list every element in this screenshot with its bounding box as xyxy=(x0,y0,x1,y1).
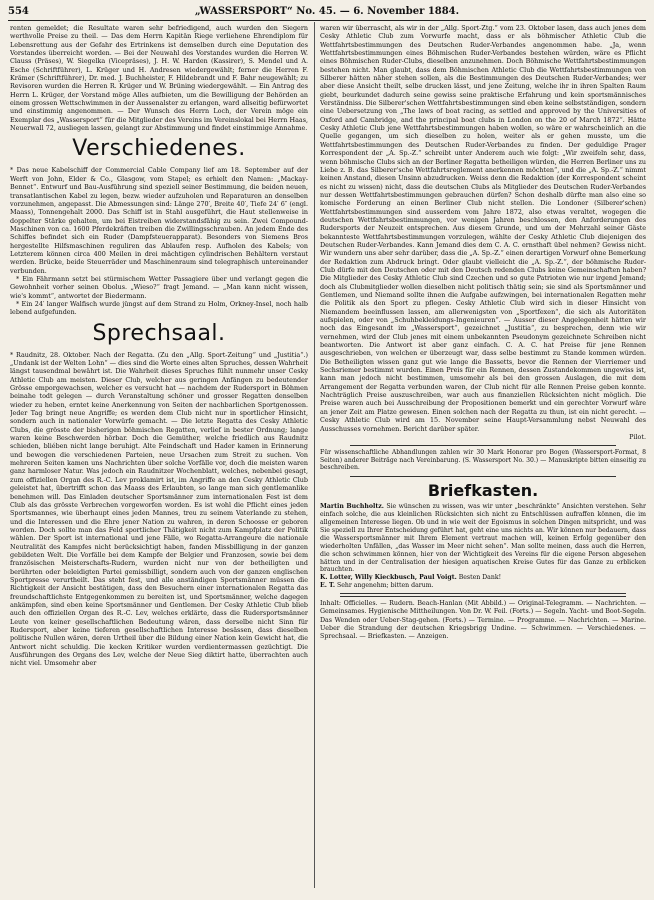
right-column xyxy=(320,24,646,890)
column-divider xyxy=(314,22,315,888)
verschiedenes-item: * Das neue Kabelschiff der Commercial Cable Company lief am 18. September auf der Werft von John, Elder & Co., Glasgow, vom Stapel; es erhielt den Namen: „Mackay-Bennet“. Entwurf und Bau-Ausführung sind speziell seiner Bestimmung, die beiden neuen, transatlantischen Kabel zu legen, bezw. wieder aufzuholen und Reparaturen an denselben vorzunehmen, angepasst. Die Abmessungen sind: Länge 270′, Breite 40′, Tiefe 24′ 6″ (engl. Maass), Tonnengehalt 2000. Das Schiff ist in Stahl ausgeführt, die Haut stellenweise in doppelter Stärke gehalten, um bei Eistreiben widerstandsfähig zu sein. Zwei Compound-Maschinen von ca. 1600 Pferdekräften treiben die Zwillingsschrauben. An jedem Ende des Schiffes befindet sich ein Ruder (Dampfsteuerapparat). Besonders von Siemens Bros hergestellte Hilfsmaschinen reguliren das Ablaufen resp. Aufholen des Kabels; von Letzterem können circa 400 Meilen in drei mächtigen cylindrischen Behältern verstaut werden. Brücke, beide Steuerräder und Maschinenraum sind telegraphisch untereinander verbunden. xyxy=(10,166,308,275)
table-of-contents: Inhalt: Officielles. — Rudern. Beach-Hanlan (Mit Abbild.) — Original-Telegramm. — Nachrichten. — Gemeinsames. Hygienische Mittheilungen. Von Dr. W. Feil. (Forts.) — Segeln. Yacht- und Boot-Segeln. Das Wenden oder Ueber-Stag-gehen. (Forts.) — Termine. — Programme. — Nachrichten. — Marine. Ueber die Strandung der deutschen Kriegsbrigg Undine. — Schwimmen. — Verschiedenes. — Sprechsaal. — Briefkasten. — Anzeigen. xyxy=(320,600,646,641)
briefkasten-entry xyxy=(320,582,646,590)
briefkasten-recipient: Martin Buchholtz. xyxy=(320,503,384,511)
verschiedenes-item: * Ein 24′ langer Walfisch wurde jüngst auf dem Strand zu Holm, Orkney-Insel, noch halb lebend aufgefunden. xyxy=(10,299,308,317)
sprechsaal-signature: Pilot. xyxy=(629,432,646,441)
page-header xyxy=(8,6,646,20)
sprechsaal-article-continued: waren wir überrascht, als wir in der „Allg. Sport-Ztg.“ vom 23. Oktober lasen, dass auch jenes dem Cesky Athletic Club zum Vorwurfe macht, dass er als böhmischer Athletic Club die Wettfahrtsbestimmungen des Deutschen Ruder-Verbandes angenommen habe. „Ja, wenn Wettfahrtsbestimmungen eines Böhmischen Ruder-Verbandes bestehen würden, wäre es Pflicht eines Böhmischen Ruder-Clubs, dieselben anzunehmen. Doch Böhmische Wettfahrtsbestimmungen bestehen nicht. Man glaubt, dass dem Böhmischen Athletic Club die Wettfahrtsbestimmungen von Silberer hätten näher stehen sollen, als die Bestimmungen des Deutschen Ruder-Verbandes; wer aber diese Ansicht theilt, selbe drucken lässt, und jene Zeitung, welche ihr in ihren Spalten Raum giebt, beurkundet dadurch seine gewiss seine praktische Erfahrung und kein sportsmännisches Verständniss. Die Silberer'schen Wettfahrtsbestimmungen sind eben keine selbstständigen, sondern eine Uebersetzung von „The laws of boat racing, as settled and approved by the Universities of Oxford and Cambridge, and the principal boat clubs in London on the 20 of March 1872“. Hätte Cesky Athletic Club jene Wettfahrtsbestimmungen haben wollen, so wäre er wahrscheinlich an die Quelle gegangen, um sich dieselben zu holen, weiter als er gehen musste, um die Wettfahrtsbestimmungen des Deutschen Ruder-Verbandes zu finden. Der geduldige Prager Korrespondent der „A. Sp.-Z.“ schreibt unter Anderem auch wie folgt: „Wir zweifeln sehr, dass, wenn böhmische Clubs sich an der Berliner Regatta betheiligen würden, die Herren Berliner uns zu Liebe z. B. das Silberer'sche Wettfahrtsreglement anerkennen möchten“, und die „A. Sp.-Z.“ nimmt keinen Anstand, diesen Unsinn abzudrucken. Weiss denn die Redaktion (der Korrespondent scheint es nicht zu wissen) nicht, dass die deutschen Clubs als Mitglieder des Deutschen Ruder-Verbandes nur dessen Wettfahrtsbestimmungen gebrauchen dürfen? Schon deshalb dürfte man also eine so komische Forderung an einen Berliner Club nicht stellen. Die Londoner (Silberer'schen) Wettfahrtsbestimmungen sind ausserdem vom Jahre 1872, also etwas veraltet, wogegen die deutschen Wettfahrtsbestimmungen, vor wenigen Jahren beschlossen, den Anforderungen des Rudersports der Neuzeit entsprechen. Aus diesem Grunde, und um der Mehrzahl seiner Gäste bekannteste Wettfahrtsbestimmungen vorzulegen, wählte der Cesky Athletic Club diejenigen des Deutschen Ruder-Verbandes. Kann Jemand dies dem C. A. C. ernsthaft übel nehmen? Gewiss nicht. Wir wundern uns aber sehr darüber, dass die „A. Sp.-Z.“ einen derartigen Vorwurf ohne Bemerkung der Redaktion zum Abdruck bringt. Oder glaubt vielleicht die „A. Sp.-Z.“, der böhmische Ruder-Club dürfe mit den Deutschen oder mit den Deutsch redenden Clubs keine Gemeinschaften haben? Die Mitglieder des Cesky Athletic Club sind Czechen und so gute Patrioten wie nur irgend Jemand; doch als Clubmitglieder wollen dieselben nicht politisch thätig sein; sie sind als Sportsmänner und Gentlemen, und Niemand sollte ihnen die Aufgabe aufzwingen, bei internationalen Regatten mehr die Politik als den Sport zu pflegen. Cesky Athletic Club wird sich in dieser Hinsicht von Niemandem beeinflussen lassen, am allerwenigsten von „Sportfexen“, die sich als Autoritäten aufspielen, oder von „Schuhbekleidungs-Ingenieuren“. — Ausser dieser Angelegenheit hätten wir noch das Eingesandt im „Wassersport“, gezeichnet „Justitia“, zu besprechen, denn wie wir vernehmen, wird der Club jenes mit einem unbekannten Pseudonym gezeichnete Schreiben nicht beantworten. Die Antwort ist aber ganz einfach. C. A. C. hat Preise für jene Rennen ausgeschrieben, von welchen er überzeugt war, dass selbe bestimmt zu Stande kommen würden. Die Betheiligten wissen ganz gut wie lange die Bassetts, bevor die Rennen der Vierriemer und Sechsriemer bestimmt wurden. Einen Preis für ein Rennen, dessen Zustandekommen ungewiss ist, kann man jedoch nicht bestimmen, umsomehr als bei den grossen Auslagen, die mit dem Arrangement der Regatta verbunden waren, der Club nicht für alle Rennen Preise geben konnte. Nachträglich Preise auszuschreiben, war auch aus finanziellen Rücksichten nicht möglich. Die Preise waren auch bei Ausschreibung der Propositionen bemerkt und ein gerechter Vorwurf wäre an jener Zeit am Platze gewesen. Einen solchen nach der Regatta zu thun, ist ein nicht gerecht. — Cesky Athletic Club wird am 15. November seine Haupt-Versammlung nebst Neuwahl des Ausschusses vornehmen. Bericht darüber später. xyxy=(320,24,646,433)
honorar-notice: Für wissenschaftliche Abhandlungen zahlen wir 30 Mark Honorar pro Bogen (Wassersport-Format, 8 Seiten) anderer Beiträge nach Vereinbarung. (S. Wassersport No. 30.) — Manuskripte bitten einseitig zu beschreiben. xyxy=(320,448,646,472)
briefkasten-recipient: K. Lotter, Willy Kieckbusch, Paul Voigt. xyxy=(320,574,457,582)
briefkasten-entry xyxy=(320,503,646,574)
briefkasten-heading: Briefkasten. xyxy=(427,481,539,501)
page-number: 554 xyxy=(8,6,29,17)
verschiedenes-item: * Ein Fährmann setzt bei stürmischem Wetter Passagiere über und verlangt gegen die Gewohnheit vorher seinen Obolus. „Wieso?“ fragt Jemand. — „Man kann nicht wissen, wie's kommt“, antwortet der Biedermann. xyxy=(10,274,308,300)
left-column xyxy=(10,24,308,890)
page-header-title: „WASSERSPORT“ No. 45. — 6. November 1884. xyxy=(194,6,460,17)
contents-rule xyxy=(340,593,626,597)
briefkasten-reply: Sehr angenehm; bitten darum. xyxy=(336,582,434,590)
intro-paragraph: renten gemeldet; die Resultate waren sehr befriedigend, auch wurden den Siegern werthvolle Preise zu theil. — Das dem Herrn Kapitän Riege verliehene Ehrendiplom für Lebensrettung aus der Gefahr des Ertrinkens ist demselben durch eine Deputation des Vorstandes überreicht worden. — Bei der Neuwahl des Vorstandes wurden die Herren W. Clauss (Präses), W. Siegelka (Vicepräses), J. H. W. Harden (Kassirer), S. Mendel und A. Esche (Schriftführer), L. Krüger und H. Andresen wiedergewählt; ferner die Herren F. Krämer (Schriftführer), Dr. med. J. Buchheister, F. Hildebrandt und F. Bahr neugewählt; zu Revisoren wurden die Herren R. Krüger und W. Brüning wiedergewählt. — Ein Antrag des Herrn L. Krüger, der Vorstand möge Alles aufbieten, um die Bewilligung der Behörden an einem grossen Wettschwimmen in der Aussenalster zu erlangen, ward allseitig befürwortet und einstimmig angenommen. — Der Wunsch des Herrn Loch, der Verein möge ein Exemplar des „Wassersport“ für die Mitglieder des Vereins im Vereinslokal bei Herrn Haas, Neuerwall 72, ausliegen lassen, gelangt zur Abstimmung und findet einstimmige Annahme. xyxy=(10,24,308,133)
briefkasten-reply: Sie wünschen zu wissen, was wir unter „beschränkte“ Ansichten verstehen. Sehr einfach solche, die aus kleinlichen Rücksichten sich nicht zu Entschlüssen aufraffen können, die im allgemeinen Interesse liegen. Ob und in wie weit der Egoismus in solchen Dingen mitspricht, und was Sie speziell zu Ihrer Entscheidung geführt hat, geht eine uns nichts an. Wir können nur bedauern, dass die Wassersportsmänner mit Ihrem Element vertraut machen will, keinen Erfolg gegenüber den wiederholten Unfällen, „das Wasser im Meer nicht sehen“. Man sollte meinen, dass auch die Herren, die schon schwimmen können, hier von der Wichtigkeit des Vereins für die eigene Person abgesehen hätten und in der Centralisation der hiesigen aquatischen Kreise Gutes für das Ganze zu erblicken brauchten. xyxy=(320,503,646,574)
section-rule xyxy=(350,445,616,446)
sprechsaal-article: * Raudnitz, 28. Oktober. Nach der Regatta. (Zu den „Allg. Sport-Zeitung“ und „Justitia“.) „Undank ist der Welten Lohn“ — dies sind die Worte eines alten Spruches, dessen Wahrheit längst tausendmal bewährt ist. Die Wahrheit dieses Spruches fühlt nunmehr unser Cesky Athletic Club am meisten. Dieser Club, welcher aus geringen Anfängen zu bedeutender Grösse emporgewachsen, welcher es versucht hat — nachdem der Rudersport in Böhmen beinahe todt gelegen — durch Veranstaltung schöner und grosser Regatten denselben wieder zu heben, erntet keine Anerkennung von Seiten der nachbarlichen Sportgenossen. Jeder Tag bringt neue Angriffe; es werden dem Club nicht nur in sportlicher Hinsicht, sondern auch in nationaler Vorwürfe gemacht. — Die letzte Regatta des Cesky Athletic Clubs, die grösste der bisherigen böhmischen Regatten, verlief in bester Ordnung; lange waren keine Beschwerden hörbar. Doch die Gemüther, welche friedlich aus Raudnitz schieden, bliében nicht lange beruhigt. Alte Feindschaft und Hader kamen in Erinnerung und bewogen die verschiedenen Parteien, neue Ursachen zum Streit zu suchen. Von mehreren Seiten kamen uns Nachrichten über solche Vorfälle vor, doch die meisten waren ganz harmloser Natur. Was jedoch ein Raudnitzer Wochenblatt, welches, nebenbei gesagt, zum offiziellen Organ des R.-C. Lev proklamirt ist, im Angriffe an den Cesky Athletic Club geleistet hat, übertrifft schon das Maass des Erlaubten, so lange man sich gentlemanlike benehmen will. Das Einladen deutscher Sportsmänner zum internationalen Fest ist dem Club als das grösste Verbrechen vorgeworfen worden. Es ist wohl die Pflicht eines jeden Sportsmannes, wie überhaupt eines jeden Mannes, treu zu seinem Vaterlande zu stehen, und die Interessen und die Ehre jener Nation zu wahren, in deren Schoosse er geboren worden. Doch sollte man das Feld sportlicher Thätigkeit nicht zum Kampfplatz der Politik wählen. Der Sport ist international und jene Fälle, wo Regatta-Arrangeure die nationale Neutralität des Kampfes nicht berücksichtigt haben, fanden Missbilligung in der ganzen gebildeten Welt. Die Vorfälle bei dem Kampfe der Belgier und Franzosen, sowie bei dem französischen Meisterschafts-Rudern, wurden nicht nur von der betheiligten und berührten oder beleidigten Partei gemissbilligt, sondern auch von der ganzen englischen Sportpresse verurtheilt. Das steht fest, und alle anständigen Sportsmänner müssen die Richtigkeit der Ansicht bestätigen, dass den Besuchern einer internationalen Regatta das freundschaftlichste Entgegenkommen zu bereiten ist, und Sportsmänner, welche dagegen ankämpfen, sind eben keine Sportsmänner und Gentlemen. Der Cesky Athletic Club blieb auch den offiziellen Organ des R.-C. Lev, welches erklärte, dass die Rudersportsmänner Leute von keiner gesellschaftlichen Bedeutung wären, dass derselbe nicht Sinn für Rudersport, aber keine tieferen gesellschaftlichen Interesse besässen, dass dieselben politische Nullen wären, deren Urtheil über die Bildung einer Nation kein Gewicht hat, die Antwort nicht schuldig. Die kecken Kritiker wurden verdientermassen gezüchtigt. Die Ausführungen des Organs des Lev, welche der Neue Sieg diktirt hatte, überrachten auch nicht viel. Umsomehr aber xyxy=(10,350,308,668)
header-rule xyxy=(8,20,646,21)
briefkasten-reply: Besten Dank! xyxy=(458,574,502,582)
section-rule xyxy=(350,476,616,477)
briefkasten-entry xyxy=(320,574,646,582)
sprechsaal-heading: Sprechsaal. xyxy=(92,320,226,346)
briefkasten-recipient: E. T. xyxy=(320,582,335,590)
verschiedenes-heading: Verschiedenes. xyxy=(72,136,246,162)
